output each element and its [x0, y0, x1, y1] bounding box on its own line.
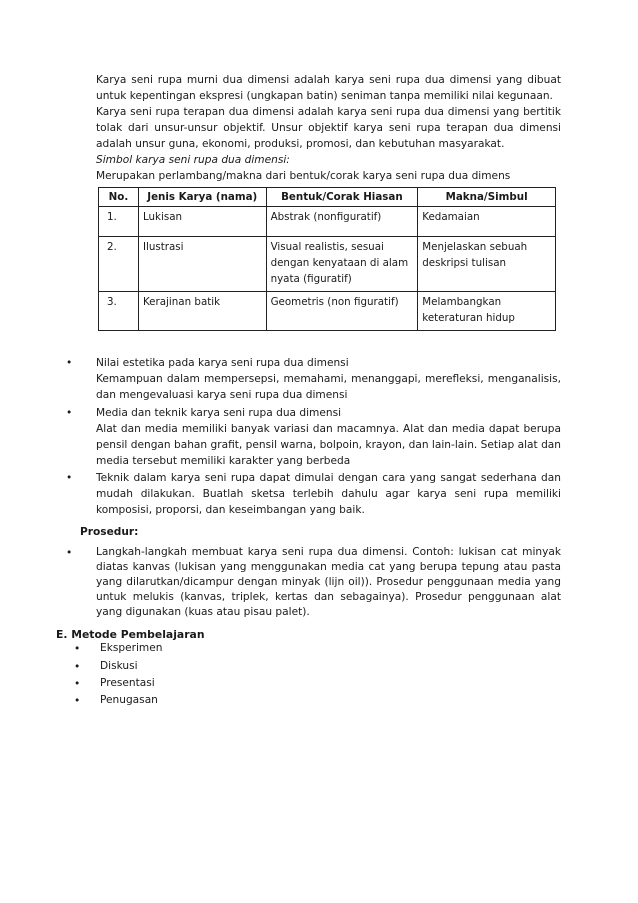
cell-no: 1. — [99, 207, 139, 237]
header-bentuk: Bentuk/Corak Hiasan — [266, 188, 418, 207]
cell-makna: Kedamaian — [418, 207, 556, 237]
cell-no: 3. — [99, 292, 139, 331]
cell-jenis: Ilustrasi — [138, 237, 266, 292]
prosedur-text: Langkah-langkah membuat karya seni rupa dua dimensi. Contoh: lukisan cat minyak diatas kanvas (lukisan yang menggunakan media cat yang berupa tepung atau pasta yang dilarutkan/dicampur dengan minyak (lijn oil)). Prosedur penggunaan media yang untuk melukis (kanvas, triplek, kertas dan sebagainya). Prosedur penggunaan alat yang digunakan (kuas atau pisau palet). — [96, 546, 561, 618]
list-item: Diskusi — [100, 660, 138, 672]
cell-jenis: Kerajinan batik — [138, 292, 266, 331]
list-item: Eksperimen — [100, 642, 163, 654]
cell-bentuk: Geometris (non figuratif) — [266, 292, 418, 331]
table-row — [99, 207, 556, 237]
bullet-body-nilai: Kemampuan dalam mempersepsi, memahami, menanggapi, merefleksi, menganalisis, dan mengevaluasi karya seni rupa dua dimensi — [96, 373, 561, 401]
table-row — [99, 237, 556, 292]
bullet-body-media: Alat dan media memiliki banyak variasi dan macamnya. Alat dan media dapat berupa pensil dengan bahan grafit, pensil warna, bolpoin, krayon, dan lain-lain. Setiap alat dan media tersebut memiliki karakter yang berbeda — [96, 423, 561, 467]
bullet-dot-icon: • — [74, 678, 81, 690]
table-header-row — [99, 188, 556, 207]
header-makna: Makna/Simbul — [418, 188, 556, 207]
bullet-dot-icon: • — [74, 643, 81, 655]
list-item: Presentasi — [100, 677, 155, 689]
header-no: No. — [99, 188, 139, 207]
section-e-heading: E. Metode Pembelajaran — [56, 628, 205, 641]
table-row — [99, 292, 556, 331]
header-jenis: Jenis Karya (nama) — [138, 188, 266, 207]
cell-makna: Melambangkan keteraturan hidup — [418, 292, 556, 331]
bullet-dot-icon: • — [74, 695, 81, 707]
cell-no: 2. — [99, 237, 139, 292]
bullet-dot-icon: • — [74, 661, 81, 673]
simbol-heading: Simbol karya seni rupa dua dimensi: — [96, 154, 290, 166]
cell-jenis: Lukisan — [138, 207, 266, 237]
cell-makna: Menjelaskan sebuah deskripsi tulisan — [418, 237, 556, 292]
bullet-dot-icon: • — [66, 547, 73, 559]
bullet-dot-icon: • — [66, 472, 73, 484]
simbol-description: Merupakan perlambang/makna dari bentuk/corak karya seni rupa dua dimens — [96, 170, 511, 182]
bullet-title-nilai: Nilai estetika pada karya seni rupa dua dimensi — [96, 357, 349, 369]
paragraph-terapan: Karya seni rupa terapan dua dimensi adalah karya seni rupa dua dimensi yang bertitik tolak dari unsur-unsur objektif. Unsur objektif karya seni rupa terapan dua dimensi adalah unsur guna, ekonomi, produksi, promosi, dan kebutuhan masyarakat. — [96, 106, 561, 150]
symbol-table — [98, 187, 556, 331]
prosedur-heading: Prosedur: — [80, 526, 139, 538]
paragraph-murni: Karya seni rupa murni dua dimensi adalah karya seni rupa dua dimensi yang dibuat untuk kepentingan ekspresi (ungkapan batin) seniman tanpa memiliki nilai kegunaan. — [96, 74, 561, 102]
cell-bentuk: Visual realistis, sesuai dengan kenyataan di alam nyata (figuratif) — [266, 237, 418, 292]
bullet-title-media: Media dan teknik karya seni rupa dua dimensi — [96, 407, 342, 419]
bullet-title-teknik: Teknik dalam karya seni rupa dapat dimulai dengan cara yang sangat sederhana dan mudah dilakukan. Buatlah sketsa terlebih dahulu agar karya seni rupa memiliki komposisi, proporsi, dan keseimbangan yang baik. — [96, 472, 561, 516]
bullet-dot-icon: • — [66, 407, 73, 419]
bullet-dot-icon: • — [66, 357, 73, 369]
list-item: Penugasan — [100, 694, 158, 706]
cell-bentuk: Abstrak (nonfiguratif) — [266, 207, 418, 237]
